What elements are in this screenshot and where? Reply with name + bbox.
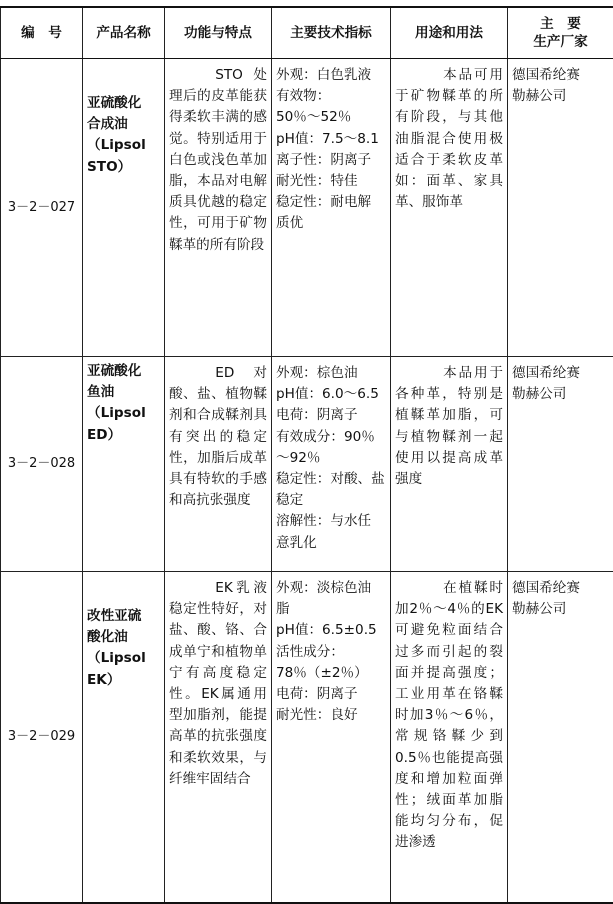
product-maker: 德国希纶赛 勒赫公司	[508, 357, 613, 572]
table-row	[1, 357, 613, 572]
table-row	[1, 572, 613, 904]
product-name: 改性亚硫 酸化油 （Lipsol EK）	[83, 572, 165, 904]
header-maker: 主 要 生产厂家	[508, 7, 613, 59]
product-specs: 外观：白色乳液 有效物： 50％～52％ pH值：7.5～8.1 离子性：阴离子 耐光性：特佳 稳定性：耐电解 质优	[272, 59, 391, 357]
usage-text: 本品用于各种革，特别是植鞣革加脂，可与植物鞣剂一起使用以提高成革强度	[395, 365, 503, 487]
usage-text: 在植鞣时加2％～4％的EK可避免粒面结合过多而引起的裂面并提高强度；工业用革在铬鞣时加3％～6％，常规铬鞣少到0.5％也能提高强度和增加粒面弹性；绒面革加脂能均匀分布，促进渗透	[395, 580, 503, 850]
product-usage	[391, 357, 508, 572]
header-code: 编 号	[1, 7, 83, 59]
product-features	[165, 59, 272, 357]
product-code: 3－2－028	[1, 357, 83, 572]
product-features	[165, 357, 272, 572]
product-usage	[391, 572, 508, 904]
table-row	[1, 59, 613, 357]
header-specs: 主要技术指标	[272, 7, 391, 59]
header-usage: 用途和用法	[391, 7, 508, 59]
product-name: 亚硫酸化 合成油 （Lipsol STO）	[83, 59, 165, 357]
product-maker: 德国希纶赛 勒赫公司	[508, 572, 613, 904]
product-features	[165, 572, 272, 904]
product-code: 3－2－029	[1, 572, 83, 904]
features-text: STO处理后的皮革能获得柔软丰满的感觉。特别适用于白色或浅色革加脂，本品对电解质具优越的稳定性，可用于矿物鞣革的所有阶段	[169, 67, 267, 253]
header-row	[1, 7, 613, 59]
product-specs: 外观：淡棕色油 脂 pH值：6.5±0.5 活性成分： 78％（±2％） 电荷：阴离子 耐光性：良好	[272, 572, 391, 904]
product-usage	[391, 59, 508, 357]
product-maker: 德国希纶赛 勒赫公司	[508, 59, 613, 357]
product-name: 亚硫酸化 鱼油 （Lipsol ED）	[83, 357, 165, 572]
features-text: ED对酸、盐、植物鞣剂和合成鞣剂具有突出的稳定性，加脂后成革具有特软的手感和高抗张强度	[169, 365, 267, 508]
header-name: 产品名称	[83, 7, 165, 59]
header-features: 功能与特点	[165, 7, 272, 59]
product-table	[0, 6, 613, 904]
features-text: EK乳液稳定性特好，对盐、酸、铬、合成单宁和植物单宁有高度稳定性。EK属通用型加脂剂，能提高革的抗张强度和柔软效果，与纤维牢固结合	[169, 580, 267, 787]
usage-text: 本品可用于矿物鞣革的所有阶段，与其他油脂混合使用极适合于柔软皮革如：面革、家具革、服饰革	[395, 67, 503, 210]
product-specs: 外观：棕色油 pH值：6.0～6.5 电荷：阴离子 有效成分：90％～92％ 稳定性：对酸、盐 稳定 溶解性：与水任 意乳化	[272, 357, 391, 572]
product-code: 3－2－027	[1, 59, 83, 357]
